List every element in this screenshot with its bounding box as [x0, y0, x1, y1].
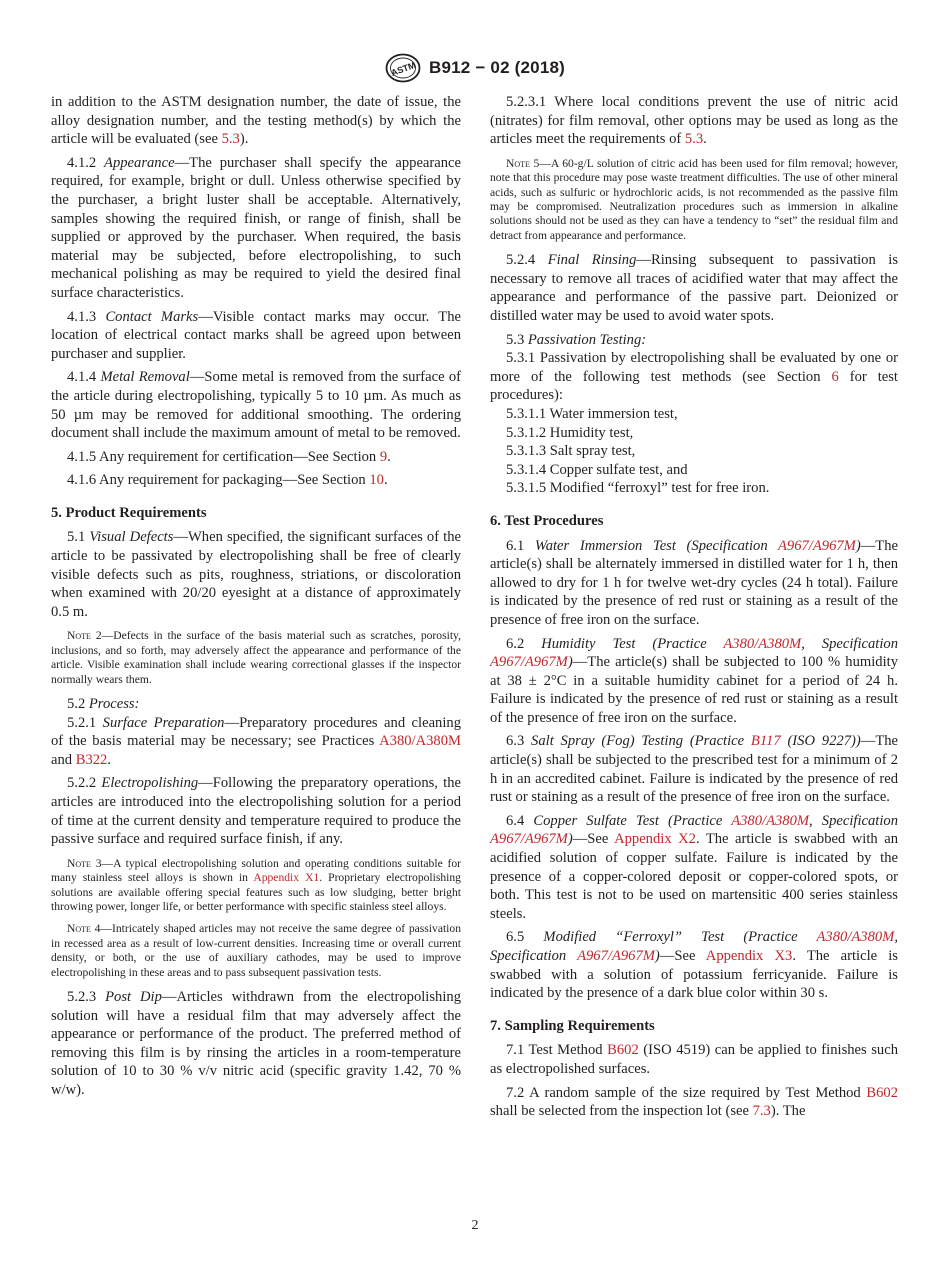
paragraph-5-3: 5.3 Passivation Testing:: [506, 331, 647, 348]
link-a380[interactable]: A380/A380M: [723, 635, 802, 652]
paragraph-4-1-4: 4.1.4 Metal Removal—Some metal is removed from the surface of the article during electropolishing, typically 5 to 10 µm. As much as 50 µm may be removed for additional smoothing. The ordering document shall include the maximum amount of metal to be removed.: [51, 369, 461, 442]
link-appendix-x2[interactable]: Appendix X2: [614, 831, 696, 848]
document-designation: B912 − 02 (2018): [429, 58, 565, 77]
page-number: 2: [471, 1218, 479, 1233]
link-a967[interactable]: A967/A967M: [577, 948, 655, 964]
list-item: 5.3.1.4 Copper sulfate test, and: [506, 461, 688, 478]
paragraph-4-1-5: 4.1.5 Any requirement for certification—See Section 9.: [67, 448, 391, 465]
paragraph-4-1-6: 4.1.6 Any requirement for packaging—See Section 10.: [67, 472, 388, 489]
link-b602[interactable]: B602: [607, 1042, 639, 1059]
paragraph-4-1-1-continued: in addition to the ASTM designation number, the date of issue, the alloy designation number, and the testing method(s) by which the article will be evaluated (see 5.3).: [51, 94, 461, 148]
right-column: [490, 93, 898, 1126]
link-b322[interactable]: B322: [75, 751, 108, 768]
link-5-3[interactable]: 5.3: [221, 131, 240, 148]
heading-section-6: 6. Test Procedures: [490, 512, 604, 529]
link-section-9[interactable]: 9: [379, 448, 388, 465]
list-item: 5.3.1.2 Humidity test,: [506, 424, 634, 441]
link-appendix-x3[interactable]: Appendix X3: [705, 948, 793, 964]
list-item: 5.3.1.3 Salt spray test,: [506, 443, 636, 460]
paragraph-5-2-1: 5.2.1 Surface Preparation—Preparatory procedures and cleaning of the basis material may be necessary; see Practices A380/A380M and B322.: [51, 714, 461, 768]
svg-text:ASTM: ASTM: [389, 59, 418, 78]
paragraph-6-5: 6.5 Modified “Ferroxyl” Test (Practice A380/A380M, Specification A967/A967M)—See Appendix X3. The article is swabbed with a solution of potassium ferricyanide. Failure is indicated by the presence of a dark blue color within 30 s.: [490, 929, 898, 1002]
link-a380[interactable]: A380/A380M: [379, 733, 461, 750]
link-a380[interactable]: A380/A380M: [816, 929, 895, 946]
page-header: [0, 50, 950, 86]
link-a967[interactable]: A967/A967M: [490, 654, 568, 671]
astm-logo: [385, 53, 421, 83]
paragraph-5-2-2: 5.2.2 Electropolishing—Following the preparatory operations, the articles are introduced into the electropolishing solution for a period of time at the current density and temperature required to produce the passive surface and required surface finish, if any.: [51, 775, 462, 848]
paragraph-6-1: 6.1 Water Immersion Test (Specification A967/A967M)—The article(s) shall be alternately immersed in distilled water for 1 h, then allowed to dry for 1 h for twelve wet-dry cycles (24 h total). Failure is indicated by the presence of red rust or staining as a result of the presence of free iron on the surface.: [490, 537, 898, 628]
paragraph-6-3: 6.3 Salt Spray (Fog) Testing (Practice B117 (ISO 9227))—The article(s) shall be subjected to the prescribed test for a minimum of 2 h in an accredited cabinet. Failure is indicated by the presence of red rust or staining as a result of the presence of free iron on the surface.: [490, 733, 899, 806]
paragraph-7-1: 7.1 Test Method B602 (ISO 4519) can be applied to finishes such as electropolished surfaces.: [490, 1042, 899, 1077]
paragraph-5-3-1: 5.3.1 Passivation by electropolishing shall be evaluated by one or more of the following test methods (see Section 6 for test procedures):: [490, 350, 898, 404]
paragraph-6-2: 6.2 Humidity Test (Practice A380/A380M, Specification A967/A967M)—The article(s) shall be subjected to 100 % humidity at 38 ± 2°C in a suitable humidity cabinet for a period of 24 h. Failure is indicated by the presence of red rust or staining as a result of the presence of free iron on the surface.: [490, 635, 899, 726]
note-4: Note 4—Intricately shaped articles may not receive the same degree of passivation in recessed area as a result of low-current densities. Increasing time or overall current density, or both, or the use of auxiliary cathodes, may be used to improve electropolishing in these areas and to pass subsequent passivation tests.: [51, 922, 461, 979]
link-b602[interactable]: B602: [866, 1084, 898, 1101]
link-a967[interactable]: A967/A967M: [490, 831, 568, 848]
list-item: 5.3.1.5 Modified “ferroxyl” test for free iron.: [506, 480, 770, 497]
link-a380[interactable]: A380/A380M: [731, 812, 810, 829]
paragraph-4-1-2: 4.1.2 Appearance—The purchaser shall specify the appearance required, for example, bright or dull. Unless otherwise specified by the purchaser, a bright luster shall be acceptable. Alternatively, samples showing the required finish, or range of finish, shall be supplied or approved by the purchaser. When required, the basis material may be subjected, before electropolishing, to such mechanical polishing as may be required to yield the desired final surface characteristics.: [51, 154, 461, 301]
left-column: [51, 93, 461, 1105]
paragraph-6-4: 6.4 Copper Sulfate Test (Practice A380/A380M, Specification A967/A967M)—See Appendix X2. The article is swabbed with an acidified solution of copper sulfate. Failure is indicated by the presence of a copper-colored deposit or copper-colored spots, or both. This test is not to be used on martensitic 400 series stainless steels.: [490, 812, 898, 922]
heading-section-7: 7. Sampling Requirements: [490, 1017, 655, 1034]
paragraph-5-2-4: 5.2.4 Final Rinsing—Rinsing subsequent to passivation is necessary to remove all traces of acidified water that may affect the appearance and performance of the passive part. Deionized or distilled water may be used to avoid water spots.: [490, 252, 898, 324]
note-5: Note 5—A 60-g/L solution of citric acid has been used for film removal; however, note that this procedure may pose waste treatment difficulties. The use of other mineral acids, such as sulfuric or hydrochloric acids, is not recommended as the passive film may be compromised. Neutralization procedures such as immersion in alkaline solutions should not be used as they can have a tendency to “set” the residual film and detract from appearance and performance.: [490, 156, 898, 242]
link-a967[interactable]: A967/A967M: [778, 537, 856, 554]
paragraph-5-2-3: 5.2.3 Post Dip—Articles withdrawn from the electropolishing solution will have a residual film that may adversely affect the appearance or performance of the product. The preferred method of removing this film is by rinsing the articles in a room-temperature solution of 10 to 30 % v/v nitric acid (specific gravity 1.42, 70 % w/w).: [51, 989, 461, 1099]
paragraph-5-2: 5.2 Process:: [67, 696, 140, 713]
list-item: 5.3.1.1 Water immersion test,: [506, 405, 678, 422]
link-section-6[interactable]: 6: [831, 368, 839, 385]
paragraph-5-1: 5.1 Visual Defects—When specified, the significant surfaces of the article to be passivated by electropolishing shall be free of clearly visible defects such as pits, roughness, striations, or discoloration when examined with 20/20 eyesight at a distance of approximately 0.5 m.: [51, 529, 461, 620]
paragraph-4-1-3: 4.1.3 Contact Marks—Visible contact marks may occur. The location of electrical contact marks shall be agreed upon between purchaser and supplier.: [51, 308, 461, 362]
note-2: Note 2—Defects in the surface of the basis material such as scratches, porosity, inclusions, and so forth, may adversely affect the appearance and performance of the article. Visible examination shall include wearing correctional glasses if the inspector normally wears them.: [51, 629, 461, 686]
paragraph-7-2: 7.2 A random sample of the size required by Test Method B602 shall be selected from the inspection lot (see 7.3). The: [490, 1084, 898, 1120]
link-7-3[interactable]: 7.3: [752, 1103, 771, 1120]
link-section-10[interactable]: 10: [369, 472, 384, 489]
link-b117[interactable]: B117: [750, 733, 781, 750]
heading-section-5: 5. Product Requirements: [51, 504, 207, 521]
note-3: Note 3—A typical electropolishing solution and operating conditions suitable for many stainless steel alloys is shown in Appendix X1. Proprietary electropolishing solutions are available offering special features such as low sludging, better bright throwing power, longer life, or better performance with specific stainless steel alloys.: [51, 856, 462, 914]
paragraph-5-2-3-1: 5.2.3.1 Where local conditions prevent the use of nitric acid (nitrates) for film removal, other options may be used as long as the articles meet the requirements of 5.3.: [490, 94, 898, 148]
link-appendix-x1[interactable]: Appendix X1: [253, 871, 320, 885]
link-5-3[interactable]: 5.3: [684, 131, 704, 148]
